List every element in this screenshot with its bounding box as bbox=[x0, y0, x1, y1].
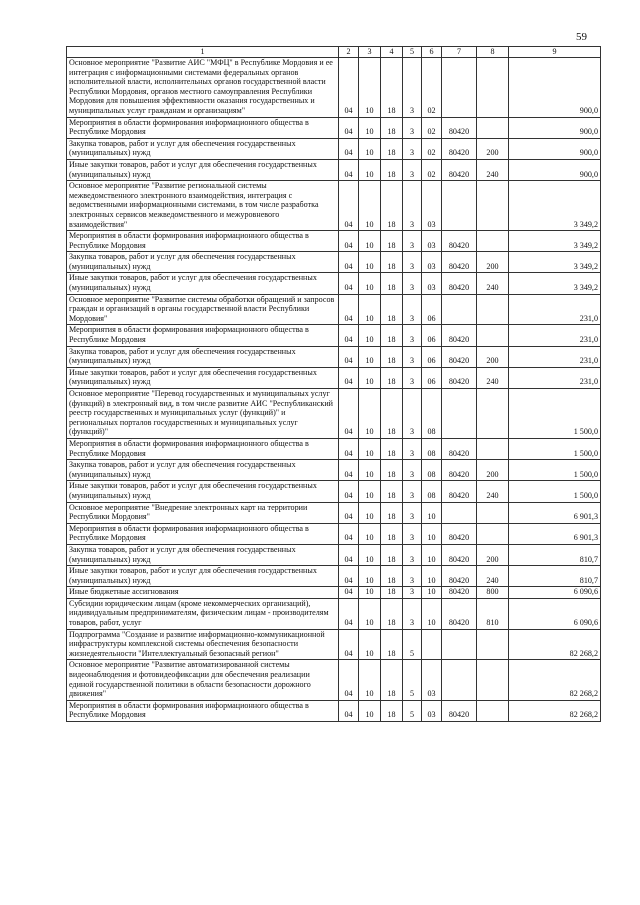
code-cell: 3 bbox=[403, 460, 422, 481]
code-cell: 02 bbox=[422, 58, 442, 118]
code-cell bbox=[477, 629, 509, 660]
code-cell: 18 bbox=[381, 294, 403, 325]
amount-cell: 3 349,2 bbox=[509, 181, 601, 231]
code-cell: 10 bbox=[359, 438, 381, 459]
code-cell: 3 bbox=[403, 159, 422, 180]
code-cell: 04 bbox=[339, 587, 359, 599]
amount-cell: 1 500,0 bbox=[509, 438, 601, 459]
code-cell: 810 bbox=[477, 598, 509, 629]
code-cell: 04 bbox=[339, 502, 359, 523]
table-row bbox=[67, 325, 601, 346]
code-cell: 18 bbox=[381, 523, 403, 544]
code-cell: 06 bbox=[422, 346, 442, 367]
page-number: 59 bbox=[576, 31, 587, 43]
table-row bbox=[67, 660, 601, 700]
amount-cell: 810,7 bbox=[509, 566, 601, 587]
code-cell: 3 bbox=[403, 138, 422, 159]
code-cell bbox=[477, 389, 509, 439]
code-cell: 04 bbox=[339, 389, 359, 439]
table-header-row bbox=[67, 47, 601, 58]
code-cell: 04 bbox=[339, 367, 359, 388]
code-cell: 5 bbox=[403, 660, 422, 700]
row-name-cell: Иные закупки товаров, работ и услуг для обеспечения государственных (муниципальных) нужд bbox=[67, 367, 339, 388]
code-cell: 3 bbox=[403, 523, 422, 544]
code-cell: 10 bbox=[359, 502, 381, 523]
code-cell: 10 bbox=[422, 523, 442, 544]
code-cell: 10 bbox=[359, 660, 381, 700]
table-row bbox=[67, 273, 601, 294]
code-cell: 240 bbox=[477, 566, 509, 587]
code-cell: 10 bbox=[359, 389, 381, 439]
code-cell: 18 bbox=[381, 460, 403, 481]
code-cell: 80420 bbox=[442, 138, 477, 159]
table-row bbox=[67, 367, 601, 388]
code-cell: 3 bbox=[403, 181, 422, 231]
table-row bbox=[67, 629, 601, 660]
budget-table bbox=[66, 46, 601, 722]
code-cell: 03 bbox=[422, 252, 442, 273]
code-cell: 18 bbox=[381, 159, 403, 180]
code-cell: 08 bbox=[422, 389, 442, 439]
amount-cell: 82 268,2 bbox=[509, 629, 601, 660]
code-cell: 200 bbox=[477, 460, 509, 481]
code-cell bbox=[477, 660, 509, 700]
code-cell: 04 bbox=[339, 252, 359, 273]
code-cell: 10 bbox=[359, 566, 381, 587]
code-cell: 18 bbox=[381, 502, 403, 523]
code-cell: 04 bbox=[339, 231, 359, 252]
table-row bbox=[67, 523, 601, 544]
code-cell: 03 bbox=[422, 231, 442, 252]
row-name-cell: Иные бюджетные ассигнования bbox=[67, 587, 339, 599]
code-cell: 10 bbox=[359, 587, 381, 599]
code-cell: 18 bbox=[381, 58, 403, 118]
table-row bbox=[67, 502, 601, 523]
code-cell: 04 bbox=[339, 117, 359, 138]
code-cell bbox=[442, 389, 477, 439]
table-row bbox=[67, 438, 601, 459]
code-cell: 18 bbox=[381, 273, 403, 294]
code-cell: 18 bbox=[381, 117, 403, 138]
table-row bbox=[67, 117, 601, 138]
code-cell: 18 bbox=[381, 346, 403, 367]
row-name-cell: Закупка товаров, работ и услуг для обеспечения государственных (муниципальных) нужд bbox=[67, 138, 339, 159]
code-cell: 240 bbox=[477, 367, 509, 388]
code-cell: 04 bbox=[339, 629, 359, 660]
code-cell: 80420 bbox=[442, 523, 477, 544]
amount-cell: 6 901,3 bbox=[509, 502, 601, 523]
code-cell: 10 bbox=[422, 544, 442, 565]
amount-cell: 1 500,0 bbox=[509, 481, 601, 502]
code-cell: 03 bbox=[422, 181, 442, 231]
code-cell: 04 bbox=[339, 325, 359, 346]
row-name-cell: Основное мероприятие "Развитие региональной системы межведомственного электронного взаимодействия, интеграция с ведомственными информационными системами, в том числе разработка электронных сервисов межведомственного и межуровневого взаимодействия" bbox=[67, 181, 339, 231]
code-cell bbox=[477, 502, 509, 523]
code-cell bbox=[477, 523, 509, 544]
code-cell: 10 bbox=[422, 566, 442, 587]
amount-cell: 231,0 bbox=[509, 346, 601, 367]
code-cell: 18 bbox=[381, 367, 403, 388]
code-cell: 10 bbox=[359, 294, 381, 325]
row-name-cell: Основное мероприятие "Развитие автоматизированной системы видеонаблюдения и фотовидеофиксации для обеспечения реализации единой государственной политики в области безопасности дорожного движения" bbox=[67, 660, 339, 700]
code-cell: 04 bbox=[339, 346, 359, 367]
code-cell: 3 bbox=[403, 566, 422, 587]
code-cell: 3 bbox=[403, 389, 422, 439]
code-cell bbox=[442, 181, 477, 231]
row-name-cell: Мероприятия в области формирования информационного общества в Республике Мордовия bbox=[67, 438, 339, 459]
code-cell: 02 bbox=[422, 138, 442, 159]
code-cell bbox=[477, 438, 509, 459]
code-cell: 18 bbox=[381, 231, 403, 252]
amount-cell: 231,0 bbox=[509, 367, 601, 388]
table-row bbox=[67, 252, 601, 273]
code-cell: 08 bbox=[422, 460, 442, 481]
amount-cell: 3 349,2 bbox=[509, 231, 601, 252]
code-cell bbox=[477, 700, 509, 721]
code-cell: 80420 bbox=[442, 481, 477, 502]
code-cell bbox=[422, 629, 442, 660]
table-row bbox=[67, 389, 601, 439]
code-cell: 18 bbox=[381, 252, 403, 273]
code-cell: 3 bbox=[403, 273, 422, 294]
row-name-cell: Мероприятия в области формирования информационного общества в Республике Мордовия bbox=[67, 700, 339, 721]
row-name-cell: Иные закупки товаров, работ и услуг для обеспечения государственных (муниципальных) нужд bbox=[67, 273, 339, 294]
code-cell: 04 bbox=[339, 660, 359, 700]
row-name-cell: Закупка товаров, работ и услуг для обеспечения государственных (муниципальных) нужд bbox=[67, 252, 339, 273]
code-cell: 04 bbox=[339, 438, 359, 459]
code-cell: 3 bbox=[403, 346, 422, 367]
code-cell: 03 bbox=[422, 660, 442, 700]
code-cell: 80420 bbox=[442, 273, 477, 294]
code-cell: 04 bbox=[339, 159, 359, 180]
code-cell: 3 bbox=[403, 587, 422, 599]
code-cell: 80420 bbox=[442, 231, 477, 252]
amount-cell: 6 090,6 bbox=[509, 598, 601, 629]
code-cell: 200 bbox=[477, 346, 509, 367]
header-cell: 8 bbox=[477, 47, 509, 58]
table-row bbox=[67, 294, 601, 325]
code-cell: 5 bbox=[403, 700, 422, 721]
row-name-cell: Мероприятия в области формирования информационного общества в Республике Мордовия bbox=[67, 231, 339, 252]
row-name-cell: Основное мероприятие "Развитие АИС "МФЦ" в Республике Мордовия и ее интеграция с информационными системами федеральных органов исполнительной власти, исполнительных органов государственной власти Республики Мордовия, органов местного самоуправления Республики Мордовия для повышения эффективности оказания государственных и муниципальных услуг гражданам и организациям" bbox=[67, 58, 339, 118]
code-cell: 04 bbox=[339, 566, 359, 587]
header-cell: 9 bbox=[509, 47, 601, 58]
row-name-cell: Субсидии юридическим лицам (кроме некоммерческих организаций), индивидуальным предпринимателям, физическим лицам - производителям товаров, работ, услуг bbox=[67, 598, 339, 629]
code-cell: 18 bbox=[381, 181, 403, 231]
code-cell: 80420 bbox=[442, 460, 477, 481]
code-cell: 08 bbox=[422, 481, 442, 502]
code-cell: 18 bbox=[381, 629, 403, 660]
code-cell: 240 bbox=[477, 273, 509, 294]
code-cell: 80420 bbox=[442, 587, 477, 599]
amount-cell: 900,0 bbox=[509, 117, 601, 138]
code-cell: 80420 bbox=[442, 117, 477, 138]
code-cell: 03 bbox=[422, 700, 442, 721]
code-cell: 3 bbox=[403, 481, 422, 502]
row-name-cell: Основное мероприятие "Внедрение электронных карт на территории Республики Мордовия" bbox=[67, 502, 339, 523]
code-cell: 80420 bbox=[442, 566, 477, 587]
table-row bbox=[67, 566, 601, 587]
code-cell: 06 bbox=[422, 294, 442, 325]
code-cell: 80420 bbox=[442, 598, 477, 629]
table-row bbox=[67, 544, 601, 565]
code-cell: 80420 bbox=[442, 544, 477, 565]
amount-cell: 6 901,3 bbox=[509, 523, 601, 544]
row-name-cell: Подпрограмма "Создание и развитие информационно-коммуникационной инфраструктуры комплексной системы обеспечения безопасности жизнедеятельности "Интеллектуальный безопасный регион" bbox=[67, 629, 339, 660]
row-name-cell: Иные закупки товаров, работ и услуг для обеспечения государственных (муниципальных) нужд bbox=[67, 566, 339, 587]
header-cell: 6 bbox=[422, 47, 442, 58]
amount-cell: 231,0 bbox=[509, 294, 601, 325]
code-cell: 18 bbox=[381, 544, 403, 565]
code-cell: 04 bbox=[339, 544, 359, 565]
code-cell: 18 bbox=[381, 481, 403, 502]
amount-cell: 1 500,0 bbox=[509, 460, 601, 481]
code-cell: 200 bbox=[477, 138, 509, 159]
row-name-cell: Иные закупки товаров, работ и услуг для обеспечения государственных (муниципальных) нужд bbox=[67, 481, 339, 502]
header-cell: 4 bbox=[381, 47, 403, 58]
code-cell: 10 bbox=[422, 502, 442, 523]
table-row bbox=[67, 181, 601, 231]
table-row bbox=[67, 700, 601, 721]
code-cell: 10 bbox=[359, 367, 381, 388]
amount-cell: 6 090,6 bbox=[509, 587, 601, 599]
header-cell: 1 bbox=[67, 47, 339, 58]
code-cell: 08 bbox=[422, 438, 442, 459]
code-cell: 10 bbox=[359, 700, 381, 721]
row-name-cell: Закупка товаров, работ и услуг для обеспечения государственных (муниципальных) нужд bbox=[67, 460, 339, 481]
code-cell: 10 bbox=[359, 58, 381, 118]
table-row bbox=[67, 481, 601, 502]
code-cell bbox=[477, 231, 509, 252]
code-cell bbox=[442, 294, 477, 325]
code-cell: 10 bbox=[422, 598, 442, 629]
code-cell: 80420 bbox=[442, 367, 477, 388]
code-cell: 3 bbox=[403, 231, 422, 252]
code-cell bbox=[477, 58, 509, 118]
code-cell: 02 bbox=[422, 159, 442, 180]
row-name-cell: Иные закупки товаров, работ и услуг для обеспечения государственных (муниципальных) нужд bbox=[67, 159, 339, 180]
code-cell: 240 bbox=[477, 159, 509, 180]
code-cell: 10 bbox=[359, 273, 381, 294]
row-name-cell: Мероприятия в области формирования информационного общества в Республике Мордовия bbox=[67, 117, 339, 138]
code-cell: 80420 bbox=[442, 700, 477, 721]
code-cell: 04 bbox=[339, 598, 359, 629]
code-cell: 80420 bbox=[442, 252, 477, 273]
code-cell: 18 bbox=[381, 138, 403, 159]
code-cell: 3 bbox=[403, 294, 422, 325]
code-cell: 04 bbox=[339, 481, 359, 502]
code-cell bbox=[477, 294, 509, 325]
amount-cell: 810,7 bbox=[509, 544, 601, 565]
header-cell: 2 bbox=[339, 47, 359, 58]
code-cell: 10 bbox=[359, 629, 381, 660]
code-cell bbox=[477, 117, 509, 138]
header-cell: 7 bbox=[442, 47, 477, 58]
code-cell: 200 bbox=[477, 252, 509, 273]
row-name-cell: Мероприятия в области формирования информационного общества в Республике Мордовия bbox=[67, 325, 339, 346]
code-cell: 3 bbox=[403, 58, 422, 118]
code-cell: 18 bbox=[381, 660, 403, 700]
code-cell: 03 bbox=[422, 273, 442, 294]
code-cell: 04 bbox=[339, 138, 359, 159]
table-row bbox=[67, 138, 601, 159]
code-cell: 10 bbox=[422, 587, 442, 599]
code-cell: 3 bbox=[403, 502, 422, 523]
code-cell: 10 bbox=[359, 231, 381, 252]
code-cell: 04 bbox=[339, 181, 359, 231]
code-cell: 18 bbox=[381, 566, 403, 587]
code-cell bbox=[442, 502, 477, 523]
code-cell: 3 bbox=[403, 117, 422, 138]
amount-cell: 900,0 bbox=[509, 159, 601, 180]
code-cell: 5 bbox=[403, 629, 422, 660]
code-cell: 04 bbox=[339, 523, 359, 544]
amount-cell: 1 500,0 bbox=[509, 389, 601, 439]
header-cell: 5 bbox=[403, 47, 422, 58]
code-cell: 18 bbox=[381, 438, 403, 459]
code-cell: 80420 bbox=[442, 438, 477, 459]
code-cell: 18 bbox=[381, 325, 403, 346]
code-cell: 10 bbox=[359, 346, 381, 367]
code-cell: 80420 bbox=[442, 159, 477, 180]
code-cell: 18 bbox=[381, 700, 403, 721]
code-cell: 3 bbox=[403, 598, 422, 629]
code-cell: 3 bbox=[403, 252, 422, 273]
row-name-cell: Мероприятия в области формирования информационного общества в Республике Мордовия bbox=[67, 523, 339, 544]
table-row bbox=[67, 598, 601, 629]
code-cell: 18 bbox=[381, 389, 403, 439]
code-cell: 10 bbox=[359, 138, 381, 159]
code-cell: 3 bbox=[403, 367, 422, 388]
code-cell: 04 bbox=[339, 294, 359, 325]
code-cell: 10 bbox=[359, 325, 381, 346]
code-cell: 04 bbox=[339, 273, 359, 294]
code-cell: 04 bbox=[339, 700, 359, 721]
code-cell bbox=[442, 629, 477, 660]
code-cell: 10 bbox=[359, 481, 381, 502]
code-cell: 10 bbox=[359, 460, 381, 481]
code-cell: 200 bbox=[477, 544, 509, 565]
header-cell: 3 bbox=[359, 47, 381, 58]
code-cell: 18 bbox=[381, 598, 403, 629]
code-cell: 10 bbox=[359, 598, 381, 629]
row-name-cell: Основное мероприятие "Перевод государственных и муниципальных услуг (функций) в электронный вид, в том числе развитие АИС "Республиканский реестр государственных и муниципальных услуг (функций)" и региональных порталов государственных и муниципальных услуг (функций)" bbox=[67, 389, 339, 439]
amount-cell: 900,0 bbox=[509, 138, 601, 159]
code-cell bbox=[442, 58, 477, 118]
code-cell: 80420 bbox=[442, 346, 477, 367]
amount-cell: 3 349,2 bbox=[509, 273, 601, 294]
code-cell: 80420 bbox=[442, 325, 477, 346]
amount-cell: 231,0 bbox=[509, 325, 601, 346]
code-cell: 10 bbox=[359, 544, 381, 565]
code-cell bbox=[442, 660, 477, 700]
code-cell: 06 bbox=[422, 325, 442, 346]
code-cell: 3 bbox=[403, 544, 422, 565]
amount-cell: 3 349,2 bbox=[509, 252, 601, 273]
code-cell: 04 bbox=[339, 58, 359, 118]
row-name-cell: Закупка товаров, работ и услуг для обеспечения государственных (муниципальных) нужд bbox=[67, 346, 339, 367]
row-name-cell: Закупка товаров, работ и услуг для обеспечения государственных (муниципальных) нужд bbox=[67, 544, 339, 565]
code-cell: 3 bbox=[403, 325, 422, 346]
table-row bbox=[67, 159, 601, 180]
code-cell: 10 bbox=[359, 159, 381, 180]
table-row bbox=[67, 58, 601, 118]
code-cell bbox=[477, 325, 509, 346]
amount-cell: 82 268,2 bbox=[509, 660, 601, 700]
code-cell: 06 bbox=[422, 367, 442, 388]
row-name-cell: Основное мероприятие "Развитие системы обработки обращений и запросов граждан и организаций в органы государственной власти Республики Мордовия" bbox=[67, 294, 339, 325]
table-row bbox=[67, 460, 601, 481]
code-cell: 240 bbox=[477, 481, 509, 502]
amount-cell: 82 268,2 bbox=[509, 700, 601, 721]
code-cell bbox=[477, 181, 509, 231]
code-cell: 10 bbox=[359, 523, 381, 544]
amount-cell: 900,0 bbox=[509, 58, 601, 118]
table-row bbox=[67, 346, 601, 367]
table-row bbox=[67, 231, 601, 252]
code-cell: 3 bbox=[403, 438, 422, 459]
code-cell: 18 bbox=[381, 587, 403, 599]
code-cell: 02 bbox=[422, 117, 442, 138]
table-row bbox=[67, 587, 601, 599]
code-cell: 10 bbox=[359, 252, 381, 273]
code-cell: 800 bbox=[477, 587, 509, 599]
code-cell: 04 bbox=[339, 460, 359, 481]
code-cell: 10 bbox=[359, 117, 381, 138]
code-cell: 10 bbox=[359, 181, 381, 231]
